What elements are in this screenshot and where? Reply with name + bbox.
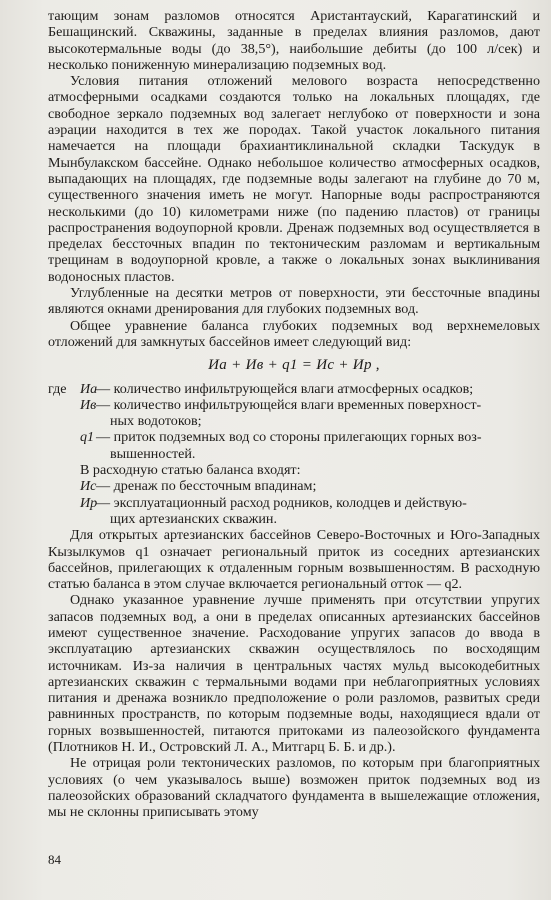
paragraph-6: Однако указанное уравнение лучше применять при отсутствии упругих запасов подземных вод, а они в пределах описанных артезианских бассейнов имеют существенное значение. Расходование упругих запасов до ввода в эксплуатацию артезианских скважин осуществлялось по восходящим источникам. Из-за наличия в центральных частях мульд высокодебитных артезианских скважин с термальными водами при неблагоприятных условиях питания и дренажа возникло предположение о роли разломов, развитых среди равнинных пространств, по которым подземные воды, находящиеся вдали от горных возвышенностей, питаются притоками из палеозойского фундамента (Плотников Н. И., Островский Л. А., Митгарц Б. Б. и др.).	[48, 592, 540, 756]
paragraph-7: Не отрицая роли тектонических разломов, по которым при благоприятных условиях (о чем указывалось выше) возможен приток подземных вод из палеозойских образований складчатого фундамента в вышележащие отложения, мы не склонны приписывать этому	[48, 755, 540, 821]
definition-text-ir-b: щих артезианских скважин.	[110, 510, 277, 527]
definition-ir	[48, 495, 540, 528]
definition-text-iv-b: ных водотоков;	[110, 413, 202, 430]
symbol-ia: Иа	[80, 380, 98, 397]
definition-text-ia: — количество инфильтрующейся влаги атмосферных осадков;	[96, 380, 474, 397]
definition-text-ir-a: — эксплуатационный расход родников, колодцев и действую-	[96, 494, 467, 511]
definition-ia	[48, 381, 540, 397]
page-body	[48, 8, 540, 821]
definition-text-q1-a: — приток подземных вод со стороны прилегающих горных воз-	[96, 429, 482, 446]
definition-text-q1-b: вышенностей.	[110, 445, 196, 462]
paragraph-4: Общее уравнение баланса глубоких подземных вод верхнемеловых отложений для замкнутых бассейнов имеет следующий вид:	[48, 317, 540, 350]
definition-text-is: — дренаж по бессточным впадинам;	[96, 478, 317, 495]
paragraph-5: Для открытых артезианских бассейнов Северо-Восточных и Юго-Западных Кызылкумов q1 означает региональный приток из соседних артезианских бассейнов, прилегающих к отдаленным горным возвышенностям. В расходную статью баланса в этом случае включается региональный отток — q2.	[48, 527, 540, 593]
definition-iv	[48, 397, 540, 430]
paragraph-3: Углубленные на десятки метров от поверхности, эти бессточные впадины являются окнами дренирования для глубоких подземных вод.	[48, 285, 540, 318]
symbol-iv: Ив	[80, 396, 97, 413]
definition-is	[48, 478, 540, 494]
page-number: 84	[48, 852, 61, 867]
expense-intro: В расходную статью баланса входят:	[80, 462, 301, 479]
paragraph-2: Условия питания отложений мелового возраста непосредственно атмосферными осадками создаются только на локальных площадях, где свободное зеркало подземных вод залегает неглубоко от поверхности и зона аэрации находится в тех же породах. Такой участок локального питания намечается на площади брахиантиклинальной складки Таскудук в Мынбулакском бассейне. Однако небольшое количество атмосферных осадков, выпадающих на площадях, где подземные воды залегают на глубине до 70 м, существенного значения иметь не могут. Напорные воды распространяются несколькими (до 10) километрами ниже (по падению пластов) от границы распространения водоупорной кровли. Дренаж подземных вод осуществляется в пределах бессточных впадин по тектоническим разломам и вертикальным трещинам в водоупорной кровле, а также о локальных зонах выклинивания водоносных пластов.	[48, 73, 540, 285]
symbol-ir: Ир	[80, 494, 98, 511]
symbol-q1: q1	[80, 429, 95, 446]
definitions-list	[48, 381, 540, 528]
definition-text-iv-a: — количество инфильтрующейся влаги временных поверхност-	[96, 396, 482, 413]
balance-equation: Иа + Ив + q1 = Ис + Ир ,	[208, 357, 380, 374]
symbol-is: Ис	[80, 478, 97, 495]
definition-q1	[48, 429, 540, 462]
where-label: где	[48, 380, 67, 397]
paragraph-1: тающим зонам разломов относятся Аристантауский, Карагатинский и Бешащинский. Скважины, заданные в пределах влияния разломов, дают высокотермальные воды (до 38,5°), наибольшие дебиты (до 100 л/сек) и несколько пониженную минерализацию подземных вод.	[48, 8, 540, 73]
